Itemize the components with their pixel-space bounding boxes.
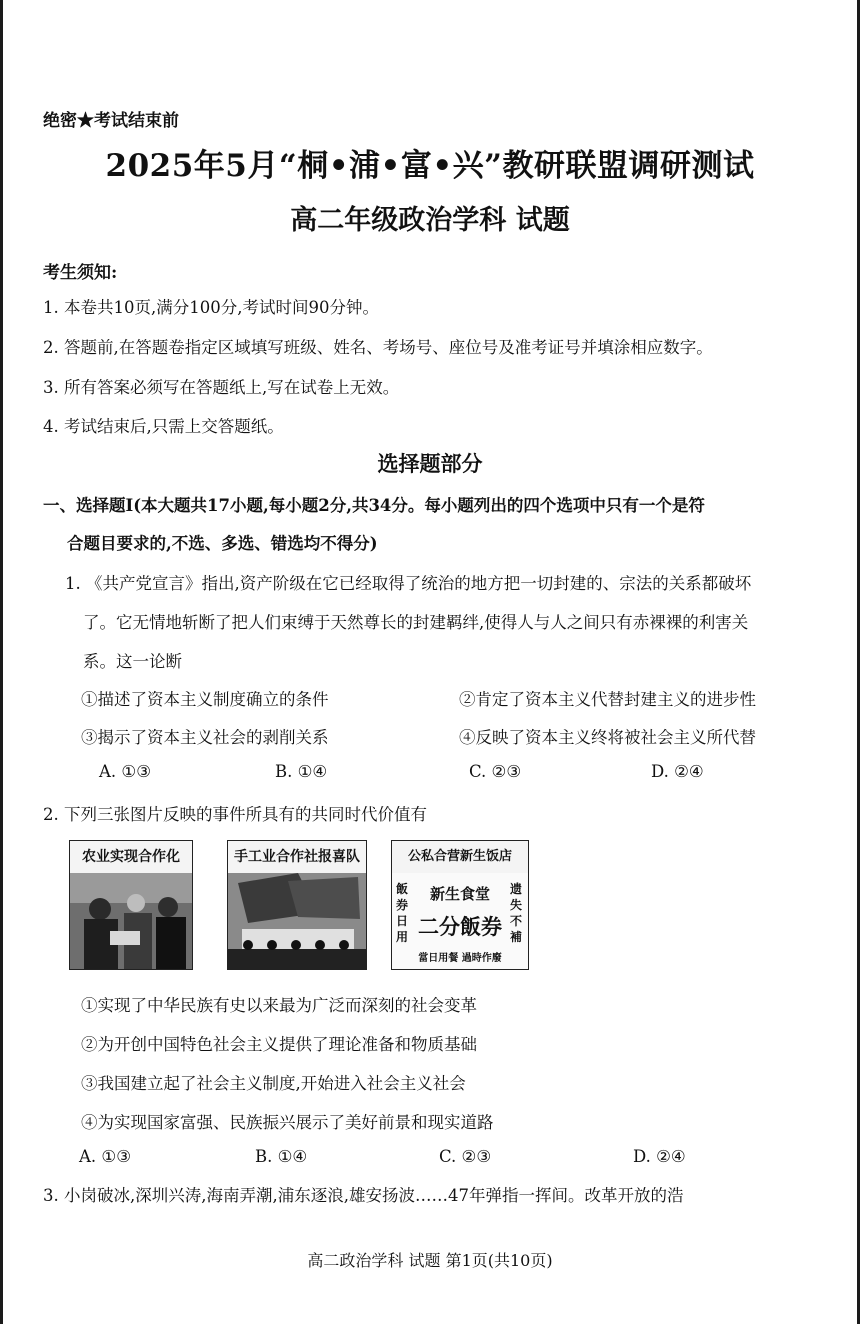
notice-item-4: 4. 考试结束后,只需上交答题纸。 [43,417,284,436]
q1-choice-a: A. ①③ [99,762,151,781]
ticket-left-text: 飯券日用 [396,882,409,944]
q2-choice-d: D. ②④ [633,1147,686,1166]
exam-title: 2025年5月“桐•浦•富•兴”教研联盟调研测试 [105,148,755,184]
people-photo-icon [70,873,193,970]
q2-stem: 2. 下列三张图片反映的事件所具有的共同时代价值有 [43,805,427,824]
photo-caption-3: 公私合营新生饭店 [392,841,528,873]
q2-statement-1: ①实现了中华民族有史以来最为广泛而深刻的社会变革 [81,996,477,1015]
notice-item-3: 3. 所有答案必须写在答题纸上,写在试卷上无效。 [43,378,400,397]
ticket-canteen-name: 新生食堂 [429,885,490,903]
q2-choice-a: A. ①③ [79,1147,131,1166]
notice-heading: 考生须知: [43,263,118,283]
q2-statement-3: ③我国建立起了社会主义制度,开始进入社会主义社会 [81,1074,466,1093]
photo-caption-2: 手工业合作社报喜队 [228,841,366,873]
photo-handicraft-cooperative [227,840,367,970]
q2-statement-4: ④为实现国家富强、民族振兴展示了美好前景和现实道路 [81,1113,494,1132]
photo-agricultural-cooperative [69,840,193,970]
page-footer: 高二政治学科 试题 第1页(共10页) [307,1251,553,1270]
q1-choice-b: B. ①④ [275,762,328,781]
exam-subtitle: 高二年级政治学科 试题 [290,205,570,236]
q1-statement-2: ②肯定了资本主义代替封建主义的进步性 [459,690,756,709]
section-title: 选择题部分 [377,451,483,476]
q1-statement-3: ③揭示了资本主义社会的剥削关系 [81,728,329,747]
ticket-bottom-text: 當日用餐 過時作廢 [418,953,502,964]
q1-statement-4: ④反映了资本主义终将被社会主义所代替 [459,728,756,747]
q1-choice-c: C. ②③ [469,762,522,781]
q3-stem-line1: 3. 小岗破冰,深圳兴涛,海南弄潮,浦东逐浪,雄安扬波……47年弹指一挥间。改革开放的浩 [43,1186,684,1205]
q1-stem-line3: 系。这一论断 [83,652,182,671]
notice-item-1: 1. 本卷共10页,满分100分,考试时间90分钟。 [43,298,379,317]
q1-choice-d: D. ②④ [651,762,704,781]
q2-photo-strip [69,840,529,970]
part1-instruction-line1: 一、选择题Ⅰ(本大题共17小题,每小题2分,共34分。每小题列出的四个选项中只有一个是符 [43,496,705,515]
parade-photo-icon [228,873,367,970]
photo-caption-1: 农业实现合作化 [70,841,192,873]
q1-statement-1: ①描述了资本主义制度确立的条件 [81,690,329,709]
notice-item-2: 2. 答题前,在答题卷指定区域填写班级、姓名、考场号、座位号及准考证号并填涂相应数字。 [43,338,713,357]
q1-stem-line2: 了。它无情地斩断了把人们束缚于天然尊长的封建羁绊,使得人与人之间只有赤裸裸的利害关 [83,613,749,632]
q2-statement-2: ②为开创中国特色社会主义提供了理论准备和物质基础 [81,1035,477,1054]
q2-choice-b: B. ①④ [255,1147,308,1166]
q1-stem-line1: 1. 《共产党宣言》指出,资产阶级在它已经取得了统治的地方把一切封建的、宗法的关系都破坏 [65,574,752,593]
confidential-label: 绝密★考试结束前 [43,111,179,131]
photo-meal-ticket [391,840,529,970]
part1-instruction-line2: 合题目要求的,不选、多选、错选均不得分) [67,534,378,553]
q2-choice-c: C. ②③ [439,1147,492,1166]
ticket-right-text: 遗失不補 [510,882,523,944]
ticket-value: 二分飯券 [418,914,502,939]
